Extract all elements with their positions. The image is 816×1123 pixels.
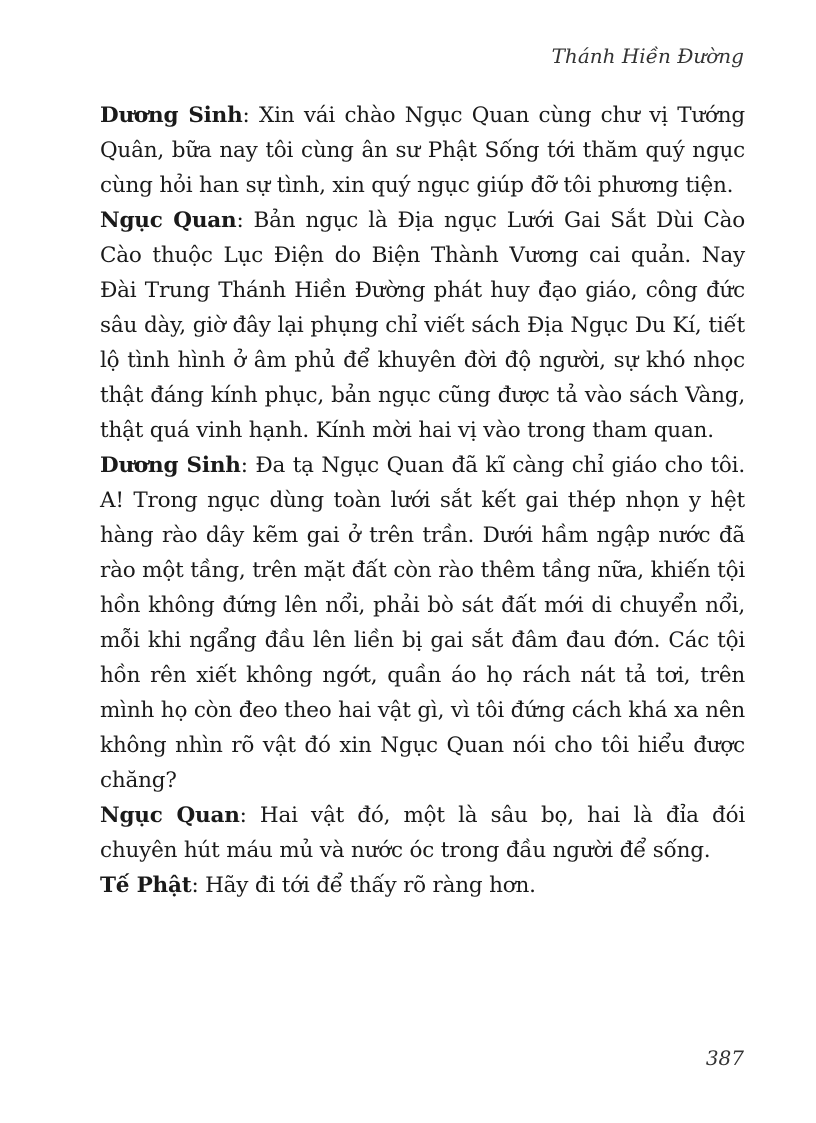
dialogue-text: : Xin vái chào Ngục Quan cùng chư vị Tướng Quân, bữa nay tôi cùng ân sư Phật Sống tới thăm quý ngục cùng hỏi han sự tình, xin quý ngục giúp đỡ tôi phương tiện. — [100, 103, 745, 198]
dialogue-body — [100, 98, 745, 903]
dialogue-paragraph — [100, 448, 745, 798]
running-header: Thánh Hiền Đường — [551, 44, 744, 68]
dialogue-paragraph — [100, 203, 745, 448]
dialogue-paragraph — [100, 798, 745, 868]
dialogue-text: : Hãy đi tới để thấy rõ ràng hơn. — [191, 873, 536, 898]
dialogue-paragraph — [100, 868, 745, 903]
speaker-name: Dương Sinh — [100, 103, 243, 128]
speaker-name: Ngục Quan — [100, 208, 237, 233]
speaker-name: Tế Phật — [100, 873, 192, 898]
dialogue-text: : Đa tạ Ngục Quan đã kĩ càng chỉ giáo cho tôi. A! Trong ngục dùng toàn lưới sắt kết gai thép nhọn y hệt hàng rào dây kẽm gai ở trên trần. Dưới hầm ngập nước đã rào một tầng, trên mặt đất còn rào thêm tầng nữa, khiến tội hồn không đứng lên nổi, phải bò sát đất mới di chuyển nổi, mỗi khi ngẩng đầu lên liền bị gai sắt đâm đau đớn. Các tội hồn rên xiết không ngớt, quần áo họ rách nát tả tơi, trên mình họ còn đeo theo hai vật gì, vì tôi đứng cách khá xa nên không nhìn rõ vật đó xin Ngục Quan nói cho tôi hiểu được chăng? — [100, 453, 745, 793]
speaker-name: Dương Sinh — [100, 453, 241, 478]
dialogue-paragraph — [100, 98, 745, 203]
dialogue-text: : Hai vật đó, một là sâu bọ, hai là đỉa đói chuyên hút máu mủ và nước óc trong đầu người để sống. — [100, 803, 745, 863]
page-number: 387 — [705, 1046, 744, 1070]
dialogue-text: : Bản ngục là Địa ngục Lưới Gai Sắt Dùi Cào Cào thuộc Lục Điện do Biện Thành Vương cai quản. Nay Đài Trung Thánh Hiền Đường phát huy đạo giáo, công đức sâu dày, giờ đây lại phụng chỉ viết sách Địa Ngục Du Kí, tiết lộ tình hình ở âm phủ để khuyên đời độ người, sự khó nhọc thật đáng kính phục, bản ngục cũng được tả vào sách Vàng, thật quá vinh hạnh. Kính mời hai vị vào trong tham quan. — [100, 208, 745, 443]
speaker-name: Ngục Quan — [100, 803, 240, 828]
